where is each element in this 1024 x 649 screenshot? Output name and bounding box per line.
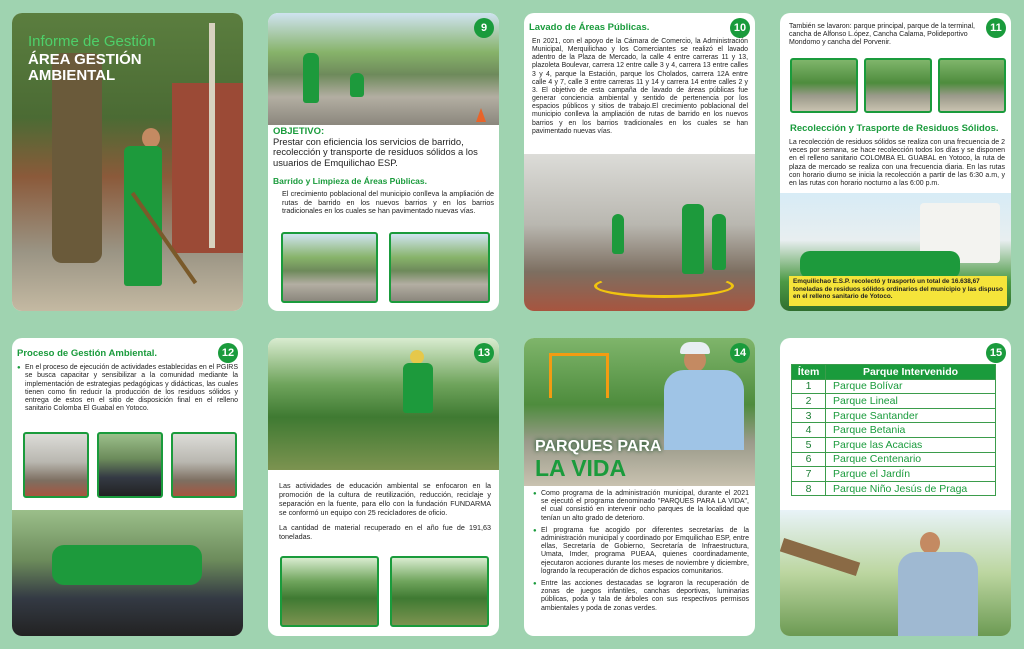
- field-photo-right: [390, 556, 489, 627]
- playground: [549, 353, 609, 398]
- item-number: 6: [792, 452, 826, 467]
- list-item: ● Como programa de la administración municipal, durante el 2021 se ejecutó el programa denominado "PARQUES PARA LA VIDA", el cual consistió en intervenir ocho parques de la localidad que tenían un alto grado de deterioro.: [533, 490, 749, 523]
- cover-title-2: AMBIENTAL: [28, 67, 116, 84]
- section-title: Proceso de Gestión Ambiental.: [17, 348, 158, 359]
- item-number: 2: [792, 394, 826, 409]
- page-11-card: [780, 13, 1011, 311]
- section-text: En 2021, con el apoyo de la Cámara de Comercio, la Administración Municipal, Merquilichao y los Comerciantes se realizó el lavado adentro de la Plaza de Mercado, la calle 4 entre carreras 11 y 13, plazoleta Boulevar, carrera 12 entre calle 3 y 4, carrera 13 entre calles 3 y 4, parque la Estación, parque los Cholados, carrera 12A entre calle 4 y 7, calle 3 entre carreras 11 y 14 y carrera 14 entre calles 2 y 3. El objetivo de esta campaña de lavado de áreas públicas fue generar conciencia ambiental y sentido de pertenencia por los espacios públicos y sitios de trabajo.El crecimiento poblacional del municipio conlleva la ampliación de rutas de barrido en los nuevos barrios y en los barrios tradicionales en los cuales se han pavimentado nuevas vías.: [532, 38, 748, 135]
- list-item: ● Entre las acciones destacadas se lograron la recuperación de zonas de juegos infantiles, canchas deportivas, luminarias públicas, poda y tala de árboles con sus respectivos permisos ambientales y poda de zonas verdes.: [533, 580, 749, 613]
- page-number-badge: 13: [474, 343, 494, 363]
- worker-shirt: [664, 370, 744, 450]
- item-number: 4: [792, 423, 826, 438]
- sweeper-worker: [124, 146, 162, 286]
- park-name: Parque Lineal: [826, 394, 996, 409]
- cover-card: [12, 13, 243, 311]
- park-photo-1: [790, 58, 858, 113]
- park-name: Parque Santander: [826, 408, 996, 423]
- cover-title-1: ÁREA GESTIÓN: [28, 51, 142, 68]
- park-name: Parque Bolívar: [826, 379, 996, 394]
- traffic-cone: [476, 108, 486, 122]
- hose: [594, 274, 734, 298]
- park-name: Parque Centenario: [826, 452, 996, 467]
- section-bullet: ● En el proceso de ejecución de actividades establecidas en el PGIRS se busca capacitar y sensibilizar a la comunidad mediante la implementación de estrategias pedagógicas y didácticas, las cuales tienen como fin reducir la producción de los residuos sólidos y entrega de estos en el sitio de disposición final en el relleno sanitario Colomba El Guabal en Yotoco.: [17, 364, 238, 414]
- tree-trunk: [780, 538, 860, 576]
- item-number: 8: [792, 481, 826, 496]
- list-item: ● El programa fue acogido por diferentes secretarías de la administración municipal y coordinado por Emquilichao ESP, entre ellas, Secretaría de Gobierno, Secretaría de Infraestructura, Umata, Imder, programa PUEAA, quienes coordinadamente, ejecutaron acciones durante los meses de noviembre y diciembre, logrando la recuperación de dichos espacios comunitarios.: [533, 527, 749, 576]
- table-row: [792, 452, 996, 467]
- page-13-card: [268, 338, 499, 636]
- item-number: 3: [792, 408, 826, 423]
- tree-trunk: [52, 53, 102, 263]
- worker-figure: [303, 53, 319, 103]
- section-title: Barrido y Limpieza de Áreas Públicas.: [273, 176, 428, 186]
- page-number-badge: 11: [986, 18, 1006, 38]
- objective-text: Prestar con eficiencia los servicios de barrido, recolección y transporte de residuos sólidos a los usuarios de Emquilichao ESP.: [273, 136, 478, 168]
- worker-cap: [680, 342, 710, 354]
- table-row: [792, 408, 996, 423]
- objective-label: OBJETIVO:: [273, 126, 325, 137]
- park-name: Parque Niño Jesús de Praga: [826, 481, 996, 496]
- page-number-badge: 15: [986, 343, 1006, 363]
- page-15-card: [780, 338, 1011, 636]
- crew-figures: [800, 251, 960, 279]
- table-row: [792, 394, 996, 409]
- park-photo-3: [938, 58, 1006, 113]
- table-header: [792, 365, 996, 380]
- table-row: [792, 437, 996, 452]
- worker-figure: [682, 204, 704, 274]
- street-photo-left: [281, 232, 378, 303]
- banner-line-1: PARQUES PARA: [535, 438, 662, 455]
- section-text: La recolección de residuos sólidos se realiza con una frecuencia de 2 veces por semana, se hace recolección todos los días y se disponen en el relleno sanitario COLOMBA EL GUABAL en Yotoco, la ruta de plaza de mercado se realiza con una frecuencia diaria. En las rutas con horario diurno se inicia la recolección a partir de las 6:30 a.m, y en las rutas con horario nocturno a las 6:00 p.m.: [789, 139, 1005, 188]
- cover-subtitle: Informe de Gestión: [28, 33, 156, 50]
- section-text: El crecimiento poblacional del municipio conlleva la ampliación de rutas de barrido en los nuevos barrios y en los barrios tradicionales en los cuales se han pavimentado nuevas vías.: [282, 189, 494, 216]
- education-text: Las actividades de educación ambiental se enfocaron en la promoción de la cultura de reutilización, reducción, reciclaje y separación en la fuente, para ello con la fundación FUNDARMA se conformó un equipo con 25 recicladores de oficio.: [279, 481, 491, 517]
- item-number: 5: [792, 437, 826, 452]
- parks-table: [791, 364, 996, 496]
- recovered-material-text: La cantidad de material recuperado en el año fue de 191,63 toneladas.: [279, 523, 491, 541]
- tree-pruning-photo: [780, 510, 1011, 636]
- section-text: [17, 364, 238, 418]
- page-10-card: [524, 13, 755, 311]
- column-header-item: Ítem: [792, 365, 826, 380]
- table-row: [792, 379, 996, 394]
- collection-caption: Emquilichao E.S.P. recolectó y trasportó un total de 16.638,67 toneladas de residuos sólidos ordinarios del municipio y las dispuso en el relleno sanitario de Yotoco.: [789, 276, 1007, 306]
- table-row: [792, 481, 996, 496]
- column-header-park: Parque Intervenido: [826, 365, 996, 380]
- street-photo-right: [389, 232, 490, 303]
- worker-figure: [712, 214, 726, 270]
- table-row: [792, 467, 996, 482]
- parks-program-list: [533, 490, 749, 617]
- worker-head: [920, 532, 940, 554]
- page-14-card: [524, 338, 755, 636]
- sweeper-head: [142, 128, 160, 148]
- crew-figures: [52, 545, 202, 585]
- page-number-badge: 14: [730, 343, 750, 363]
- field-worker-photo: [268, 338, 499, 470]
- worker-head: [410, 350, 424, 364]
- section-title: Recolección y Trasporte de Residuos Sólidos.: [790, 123, 999, 134]
- item-number: 1: [792, 379, 826, 394]
- park-photo-2: [864, 58, 932, 113]
- field-photo-left: [280, 556, 379, 627]
- recyclers-group-photo: [12, 510, 243, 636]
- park-name: Parque el Jardín: [826, 467, 996, 482]
- banner-line-2: LA VIDA: [535, 455, 627, 481]
- education-photo-3: [171, 432, 237, 498]
- building: [172, 83, 243, 253]
- intro-text: También se lavaron: parque principal, parque de la terminal, cancha de Alfonso L.ópez, Cancha Calama, Polideportivo Mondomo y cancha del Porvenir.: [789, 23, 975, 47]
- education-photo-1: [23, 432, 89, 498]
- worker-figure: [350, 73, 364, 97]
- worker-figure: [403, 363, 433, 413]
- lamp-post: [209, 23, 215, 248]
- page-number-badge: 9: [474, 18, 494, 38]
- page-number-badge: 10: [730, 18, 750, 38]
- worker-figure: [612, 214, 624, 254]
- table-row: [792, 423, 996, 438]
- page-9-card: [268, 13, 499, 311]
- park-name: Parque Betania: [826, 423, 996, 438]
- page-12-card: [12, 338, 243, 636]
- street-sweeping-photo: [268, 13, 499, 125]
- section-title: Lavado de Áreas Públicas.: [529, 22, 650, 33]
- market-washing-photo: [524, 154, 755, 311]
- education-photo-2: [97, 432, 163, 498]
- park-name: Parque las Acacias: [826, 437, 996, 452]
- worker-shirt: [898, 552, 978, 636]
- page-number-badge: 12: [218, 343, 238, 363]
- item-number: 7: [792, 467, 826, 482]
